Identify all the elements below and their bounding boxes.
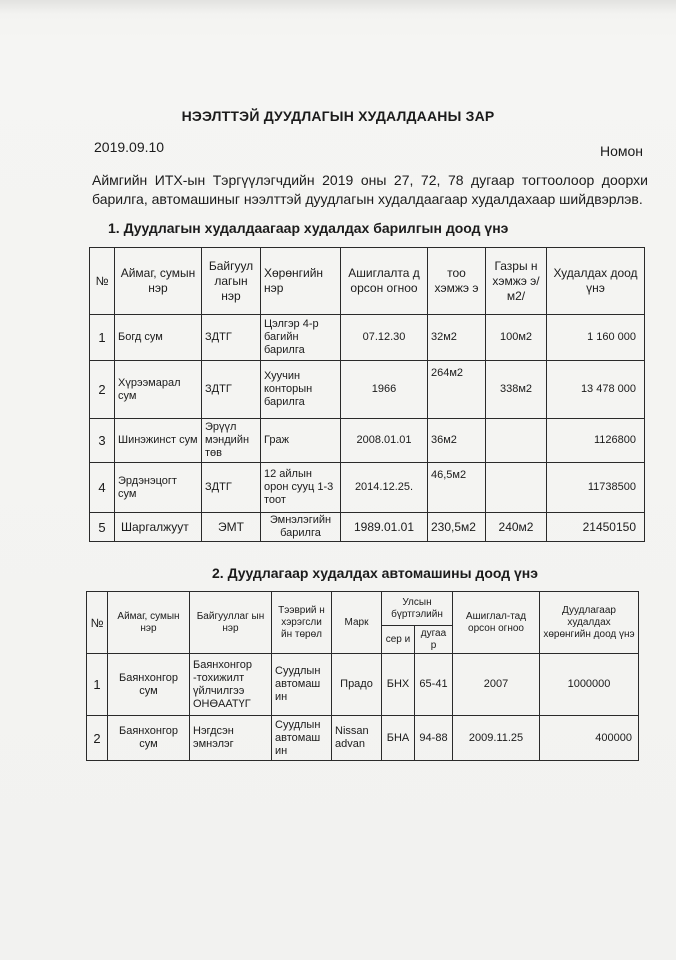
table1-header-cell: №	[90, 248, 115, 315]
table2-header-cell: сер и	[382, 626, 415, 654]
date-cell: 2009.11.25	[453, 716, 540, 761]
date-cell: 2014.12.25.	[341, 463, 428, 513]
size-cell: 230,5м2	[428, 513, 486, 542]
aimag-cell: Богд сум	[115, 315, 202, 361]
brand-cell: Nissan advan	[332, 716, 382, 761]
row-number: 2	[90, 361, 115, 419]
asset-cell: 12 айлын орон сууц 1-3 тоот	[261, 463, 341, 513]
org-cell: ЗДТГ	[202, 315, 261, 361]
intro-paragraph: Аймгийн ИТХ-ын Тэргүүлэгчдийн 2019 оны 27, 72, 78 дугаар тогтоолоор доорхи барилга, автомашиныг нээлттэй дуудлагын худалдаагаар худалдахаар шийдвэрлэв.	[92, 172, 648, 207]
table-row	[90, 513, 645, 542]
size-cell: 46,5м2	[428, 463, 486, 513]
table1-header-cell: Байгуул лагын нэр	[202, 248, 261, 315]
org-cell: ЗДТГ	[202, 463, 261, 513]
table2-header-cell: №	[87, 592, 108, 654]
date-cell: 2008.01.01	[341, 419, 428, 463]
row-number: 2	[87, 716, 108, 761]
document-date: 2019.09.10	[94, 139, 165, 155]
row-number: 1	[90, 315, 115, 361]
vehicles-table	[86, 591, 639, 761]
buildings-table	[89, 247, 645, 542]
price-cell: 13 478 000	[547, 361, 645, 419]
table1-header-cell: Газры н хэмжэ э/м2/	[486, 248, 547, 315]
org-cell: Баянхонгор -тохижилт үйлчилгээ ОНӨААТҮГ	[190, 654, 272, 716]
asset-cell: Хуучин конторын барилга	[261, 361, 341, 419]
aimag-cell: Баянхонгор сум	[108, 654, 190, 716]
table-row	[90, 463, 645, 513]
table2-header-cell: Ашиглал-тад орсон огноо	[453, 592, 540, 654]
price-cell: 1 160 000	[547, 315, 645, 361]
land-cell: 100м2	[486, 315, 547, 361]
size-cell: 36м2	[428, 419, 486, 463]
date-cell: 07.12.30	[341, 315, 428, 361]
table1-header-cell: Худалдах доод үнэ	[547, 248, 645, 315]
row-number: 1	[87, 654, 108, 716]
price-cell: 1000000	[540, 654, 639, 716]
table-row	[90, 315, 645, 361]
table2-header-cell: Байгууллаг ын нэр	[190, 592, 272, 654]
series-cell: БНА	[382, 716, 415, 761]
brand-cell: Прадо	[332, 654, 382, 716]
price-cell: 21450150	[547, 513, 645, 542]
org-cell: Эрүүл мэндийн төв	[202, 419, 261, 463]
table2-header-cell: Аймаг, сумын нэр	[108, 592, 190, 654]
org-cell: ЭМТ	[202, 513, 261, 542]
date-cell: 2007	[453, 654, 540, 716]
document-place: Номон	[600, 143, 644, 159]
table2-header-cell: дугаа р	[415, 626, 453, 654]
aimag-cell: Эрдэнэцогт сум	[115, 463, 202, 513]
table-row	[90, 361, 645, 419]
aimag-cell: Хүрээмарал сум	[115, 361, 202, 419]
table2-header-cell: Улсын бүртгэлийн	[382, 592, 453, 626]
asset-cell: Цэлгэр 4-р багийн барилга	[261, 315, 341, 361]
table2-header-cell: Дуудлагаар худалдах хөрөнгийн доод үнэ	[540, 592, 639, 654]
row-number: 5	[90, 513, 115, 542]
land-cell: 338м2	[486, 361, 547, 419]
page-title: НЭЭЛТТЭЙ ДУУДЛАГЫН ХУДАЛДААНЫ ЗАР	[181, 108, 495, 124]
land-cell	[486, 419, 547, 463]
asset-cell: Эмнэлэгийн барилга	[261, 513, 341, 542]
table-row	[87, 654, 639, 716]
aimag-cell: Шаргалжуут	[115, 513, 202, 542]
number-cell: 65-41	[415, 654, 453, 716]
table-row	[87, 716, 639, 761]
table1-header-cell: тоо хэмжэ э	[428, 248, 486, 315]
date-cell: 1989.01.01	[341, 513, 428, 542]
section1-title: 1. Дуудлагын худалдаагаар худалдах барилгын доод үнэ	[108, 220, 509, 236]
table1-header-cell: Аймаг, сумын нэр	[115, 248, 202, 315]
price-cell: 1126800	[547, 419, 645, 463]
table1-header-row	[90, 248, 645, 315]
size-cell: 264м2	[428, 361, 486, 419]
table2-header-row	[87, 592, 639, 626]
date-cell: 1966	[341, 361, 428, 419]
series-cell: БНХ	[382, 654, 415, 716]
aimag-cell: Баянхонгор сум	[108, 716, 190, 761]
land-cell	[486, 463, 547, 513]
number-cell: 94-88	[415, 716, 453, 761]
aimag-cell: Шинэжинст сум	[115, 419, 202, 463]
size-cell: 32м2	[428, 315, 486, 361]
land-cell: 240м2	[486, 513, 547, 542]
type-cell: Суудлын автомаш ин	[272, 716, 332, 761]
org-cell: Нэгдсэн эмнэлэг	[190, 716, 272, 761]
table2-header-cell: Марк	[332, 592, 382, 654]
price-cell: 400000	[540, 716, 639, 761]
type-cell: Суудлын автомаш ин	[272, 654, 332, 716]
table1-header-cell: Ашиглалта д орсон огноо	[341, 248, 428, 315]
row-number: 4	[90, 463, 115, 513]
asset-cell: Граж	[261, 419, 341, 463]
table-row	[90, 419, 645, 463]
row-number: 3	[90, 419, 115, 463]
table1-header-cell: Хөрөнгийн нэр	[261, 248, 341, 315]
section2-title: 2. Дуудлагаар худалдах автомашины доод үнэ	[212, 565, 538, 581]
table2-header-cell: Тээврий н хэрэгсли йн төрөл	[272, 592, 332, 654]
org-cell: ЗДТГ	[202, 361, 261, 419]
price-cell: 11738500	[547, 463, 645, 513]
